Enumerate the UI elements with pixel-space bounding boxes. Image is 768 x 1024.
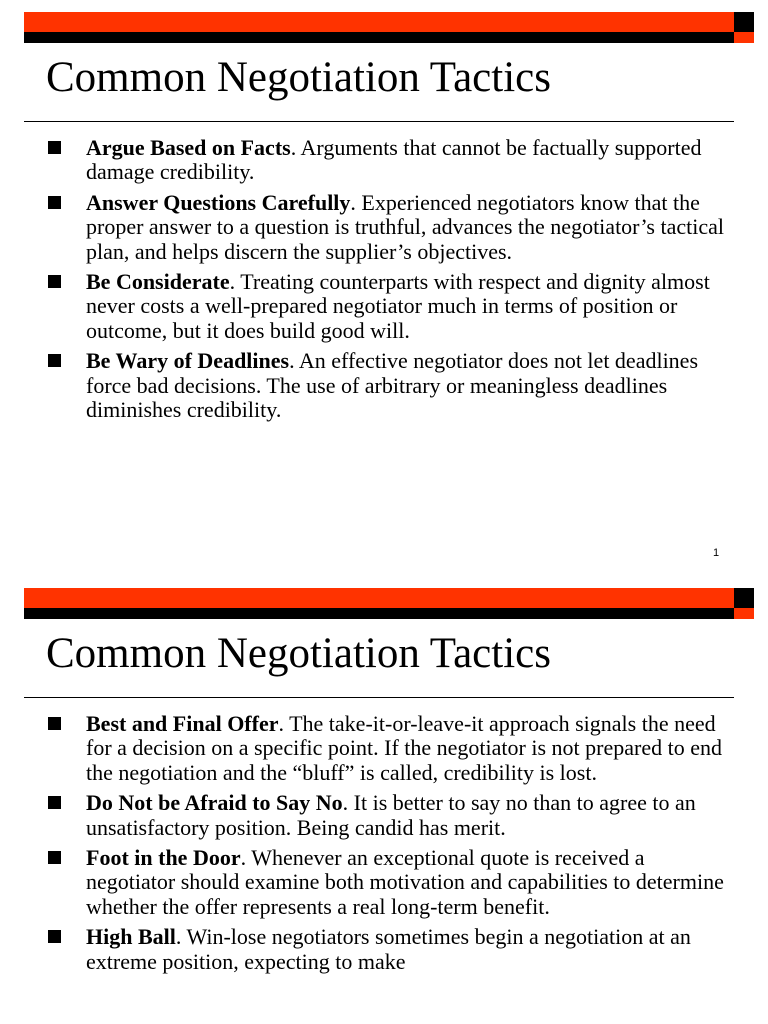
square-bullet-icon	[48, 275, 61, 288]
bullet-text: . Whenever an exceptional quote is received a negotiator should examine both motivation and capabilities to determine whether the offer represents a real long-term benefit.	[86, 845, 724, 919]
bullet-item	[46, 925, 736, 974]
bullet-text: . The take-it-or-leave-it approach signals the need for a decision on a specific point. If the negotiator is not prepared to end the negotiation and the “bluff” is called, credibility is lost.	[86, 711, 722, 785]
bullet-term: Answer Questions Carefully	[86, 189, 351, 215]
bullet-text: . It is better to say no than to agree to an unsatisfactory position. Being candid has merit.	[86, 790, 696, 840]
bullet-term: Argue Based on Facts	[86, 135, 291, 160]
bullet-item	[46, 270, 736, 343]
bullet-term: Foot in the Door	[86, 845, 241, 871]
bullet-item	[46, 791, 736, 840]
header-corner-accent	[734, 32, 754, 43]
bullet-text: . Win-lose negotiators sometimes begin a negotiation at an extreme position, expecting to make	[86, 924, 691, 974]
bullet-text: . An effective negotiator does not let deadlines force bad decisions. The use of arbitrary or meaningless deadlines diminishes credibility.	[86, 348, 699, 423]
bullet-item	[46, 136, 736, 185]
bullet-text: . Treating counterparts with respect and dignity almost never costs a well-prepared negotiator much in terms of position or outcome, but it does build good will.	[86, 269, 710, 343]
bullet-item	[46, 349, 736, 422]
header-corner-accent	[734, 608, 754, 619]
header-bar-dark	[24, 32, 734, 43]
slide-title: Common Negotiation Tactics	[46, 54, 551, 101]
square-bullet-icon	[48, 796, 61, 809]
bullet-item	[46, 191, 736, 264]
title-divider	[24, 121, 734, 122]
header-bar-dark	[24, 608, 734, 619]
bullet-term: Best and Final Offer	[86, 711, 279, 736]
header-bar-accent	[24, 12, 734, 32]
square-bullet-icon	[48, 851, 61, 864]
bullet-list	[46, 136, 736, 428]
bullet-term: Do Not be Afraid to Say No	[86, 790, 343, 816]
bullet-term: Be Considerate	[86, 269, 230, 295]
bullet-list	[46, 712, 736, 980]
title-divider	[24, 697, 734, 698]
bullet-text: . Experienced negotiators know that the proper answer to a question is truthful, advances the negotiator’s tactical plan, and helps discern the supplier’s objectives.	[86, 189, 724, 264]
slide-title: Common Negotiation Tactics	[46, 630, 551, 677]
bullet-item	[46, 846, 736, 919]
bullet-term: Be Wary of Deadlines	[86, 348, 290, 374]
page-number: 1	[713, 547, 720, 559]
slide-2	[0, 576, 768, 1024]
square-bullet-icon	[48, 717, 61, 730]
square-bullet-icon	[48, 141, 61, 154]
header-bar-accent	[24, 588, 734, 608]
square-bullet-icon	[48, 196, 61, 209]
bullet-text: . Arguments that cannot be factually supported damage credibility.	[86, 135, 702, 185]
bullet-item	[46, 712, 736, 785]
square-bullet-icon	[48, 930, 61, 943]
square-bullet-icon	[48, 354, 61, 367]
header-corner-dark	[734, 588, 754, 608]
bullet-term: High Ball	[86, 924, 176, 950]
header-corner-dark	[734, 12, 754, 32]
